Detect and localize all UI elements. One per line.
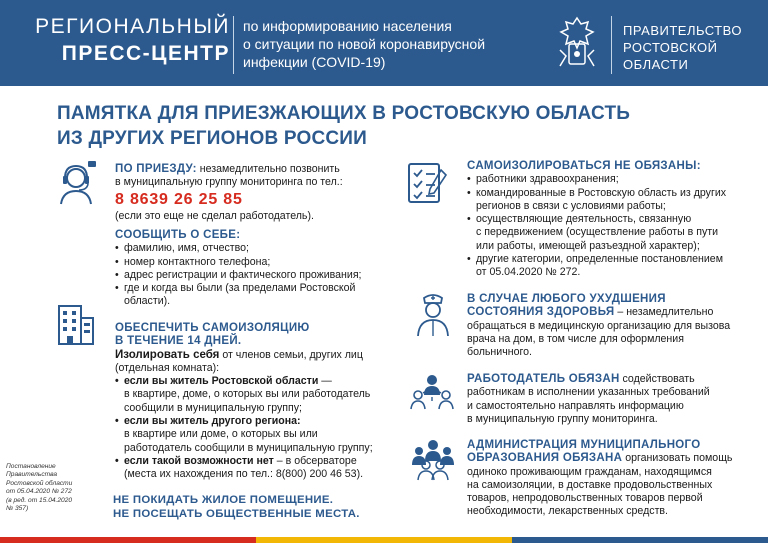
isolation-lead2: (отдельная комната): xyxy=(115,361,220,374)
isolation-heading2: В ТЕЧЕНИЕ 14 ДНЕЙ. xyxy=(115,335,242,348)
manager-team-icon xyxy=(409,371,455,411)
brand-line1: РЕГИОНАЛЬНЫЙ xyxy=(35,15,230,38)
none-rest: – в обсерваторе xyxy=(273,454,357,467)
admin-line4: товаров, непродовольственных товаров первой xyxy=(467,492,703,505)
arrival-text2: в муниципальную группу мониторинга по тел.: xyxy=(115,176,343,189)
report-list xyxy=(115,242,390,308)
resident-line3: сообщили в муниципальную группу; xyxy=(124,401,302,414)
employer-line2: работникам в исполнении указанных требований xyxy=(467,386,710,399)
title-line2: ИЗ ДРУГИХ РЕГИОНОВ РОССИИ xyxy=(57,128,368,149)
header-banner xyxy=(0,0,768,86)
employer-rest: содействовать xyxy=(619,373,695,385)
none-bold: если такой возможности нет xyxy=(124,454,274,467)
health-line2: обращаться в медицинскую организацию для вызова xyxy=(467,319,731,332)
brand-line2: ПРЕСС-ЦЕНТР xyxy=(61,42,230,65)
isolation-lead-bold: Изолировать себя xyxy=(115,348,220,361)
employer-line4: в муниципальную группу мониторинга. xyxy=(467,412,658,425)
coat-of-arms-icon xyxy=(552,14,602,72)
government-label xyxy=(623,22,742,73)
header-divider-2 xyxy=(611,16,612,74)
header-divider xyxy=(233,16,234,74)
title-line1: ПАМЯТКА ДЛЯ ПРИЕЗЖАЮЩИХ В РОСТОВСКУЮ ОБЛАСТЬ xyxy=(57,103,631,124)
note-line4: от 05.04.2020 № 272 xyxy=(6,488,72,496)
nurse-icon xyxy=(414,290,452,338)
list-item xyxy=(115,455,397,482)
health-line4: больничного. xyxy=(467,346,532,359)
stay-home-line1: НЕ ПОКИДАТЬ ЖИЛОЕ ПОМЕЩЕНИЕ. xyxy=(113,494,334,506)
isolation-section xyxy=(115,322,397,482)
list-item: • работники здравоохранения; xyxy=(467,173,757,186)
resident-line2: в квартире, доме, о которых вы или работодатель xyxy=(124,388,371,401)
health-line3: врача на дом, в том числе для оформления xyxy=(467,332,684,345)
list-item-text-cont: регионов в связи с условиями работы; xyxy=(476,199,666,212)
list-item-text-cont: или работы, имеющей разъездной характер); xyxy=(476,239,700,252)
report-heading: СООБЩИТЬ О СЕБЕ: xyxy=(115,229,241,241)
list-item-text-cont: области). xyxy=(124,295,171,308)
health-rest: – незамедлительно xyxy=(614,306,714,319)
resident-bold: если вы житель Ростовской области xyxy=(124,375,319,388)
health-heading2: СОСТОЯНИЯ ЗДОРОВЬЯ xyxy=(467,306,615,319)
resident-rest: — xyxy=(318,375,332,388)
health-heading1: В СЛУЧАЕ ЛЮБОГО УХУДШЕНИЯ xyxy=(467,293,666,305)
list-item: • фамилию, имя, отчество; xyxy=(115,242,390,255)
other-bold: если вы житель другого региона: xyxy=(124,415,301,428)
exempt-section xyxy=(467,160,757,280)
note-line5: (в ред. от 15.04.2020 xyxy=(6,496,73,504)
list-item-text-cont: с передвижением (осуществление работы в пути xyxy=(476,226,719,239)
employer-line3: и самостоятельно направлять информацию xyxy=(467,399,684,412)
stay-home-notice xyxy=(113,493,360,521)
gov-line2: РОСТОВСКОЙ xyxy=(623,40,718,55)
exempt-list xyxy=(467,173,757,279)
header-description xyxy=(243,17,485,71)
phone-operator-icon xyxy=(55,160,97,206)
legal-footnote xyxy=(6,463,106,513)
admin-section xyxy=(467,439,762,519)
list-item-text-cont: от 05.04.2020 № 272. xyxy=(476,266,581,279)
list-item xyxy=(467,187,757,214)
bar-segment-blue xyxy=(512,537,768,543)
employer-heading: РАБОТОДАТЕЛЬ ОБЯЗАН xyxy=(467,373,620,385)
admin-heading2: ОБРАЗОВАНИЯ ОБЯЗАНА xyxy=(467,452,623,465)
list-item: • номер контактного телефона; xyxy=(115,256,390,269)
list-item xyxy=(467,213,757,253)
health-section xyxy=(467,293,757,359)
list-item: • адрес регистрации и фактического проживания; xyxy=(115,269,390,282)
arrival-section xyxy=(115,163,385,223)
admin-heading1: АДМИНИСТРАЦИЯ МУНИЦИПАЛЬНОГО xyxy=(467,439,701,451)
admin-line3: на самоизоляции, в доставке продовольственных xyxy=(467,478,713,491)
tricolor-bar xyxy=(0,537,768,543)
list-item-text: другие категории, определенные постановлением xyxy=(476,253,723,266)
list-item-text: где и когда вы были (за пределами Ростовской xyxy=(124,282,356,295)
other-line2: в квартире или доме, о которых вы или xyxy=(124,428,318,441)
exempt-heading: САМОИЗОЛИРОВАТЬСЯ НЕ ОБЯЗАНЫ: xyxy=(467,160,701,172)
bar-segment-yellow xyxy=(256,537,512,543)
people-group-icon xyxy=(409,437,457,481)
admin-line5: необходимости, лекарственных средств. xyxy=(467,505,668,518)
arrival-text3: (если это еще не сделал работодатель). xyxy=(115,209,314,222)
checklist-icon xyxy=(405,160,449,206)
employer-section xyxy=(467,373,757,426)
desc-line3: инфекции (COVID-19) xyxy=(243,54,386,70)
list-item-text: осуществляющие деятельность, связанную xyxy=(476,213,692,226)
note-line3: Ростовской области xyxy=(6,479,73,487)
isolation-heading1: ОБЕСПЕЧИТЬ САМОИЗОЛЯЦИЮ xyxy=(115,322,310,334)
none-line2: (места их нахождения по тел.: 8(800) 200 46 53). xyxy=(124,468,364,481)
note-line6: № 357) xyxy=(6,505,29,513)
report-section xyxy=(115,229,390,309)
building-icon xyxy=(55,300,97,346)
hotline-phone[interactable]: 8 8639 26 25 85 xyxy=(115,190,243,208)
list-item-text: командированные в Ростовскую область из других xyxy=(476,186,727,199)
list-item xyxy=(115,282,390,309)
note-line2: Правительства xyxy=(6,471,58,479)
note-line1: Постановление xyxy=(6,463,56,470)
isolation-lead-rest: от членов семьи, других лиц xyxy=(219,348,363,361)
desc-line2: о ситуации по новой коронавирусной xyxy=(243,36,486,52)
gov-line3: ОБЛАСТИ xyxy=(623,57,689,72)
page-title xyxy=(57,101,630,151)
desc-line1: по информированию населения xyxy=(243,18,452,34)
brand-logo xyxy=(30,14,230,68)
arrival-heading: ПО ПРИЕЗДУ: xyxy=(115,163,197,175)
list-item xyxy=(467,253,757,280)
arrival-text1: незамедлительно позвонить xyxy=(196,163,340,175)
list-item xyxy=(115,375,397,415)
isolation-list xyxy=(115,375,397,481)
stay-home-line2: НЕ ПОСЕЩАТЬ ОБЩЕСТВЕННЫЕ МЕСТА. xyxy=(113,508,360,520)
admin-line2: одиноко проживающим гражданам, находящимся xyxy=(467,465,712,478)
list-item xyxy=(115,415,397,455)
admin-rest: организовать помощь xyxy=(622,452,733,465)
gov-line1: ПРАВИТЕЛЬСТВО xyxy=(623,23,742,38)
other-line3: работодатель сообщили в муниципальную группу; xyxy=(124,441,373,454)
bar-segment-red xyxy=(0,537,256,543)
